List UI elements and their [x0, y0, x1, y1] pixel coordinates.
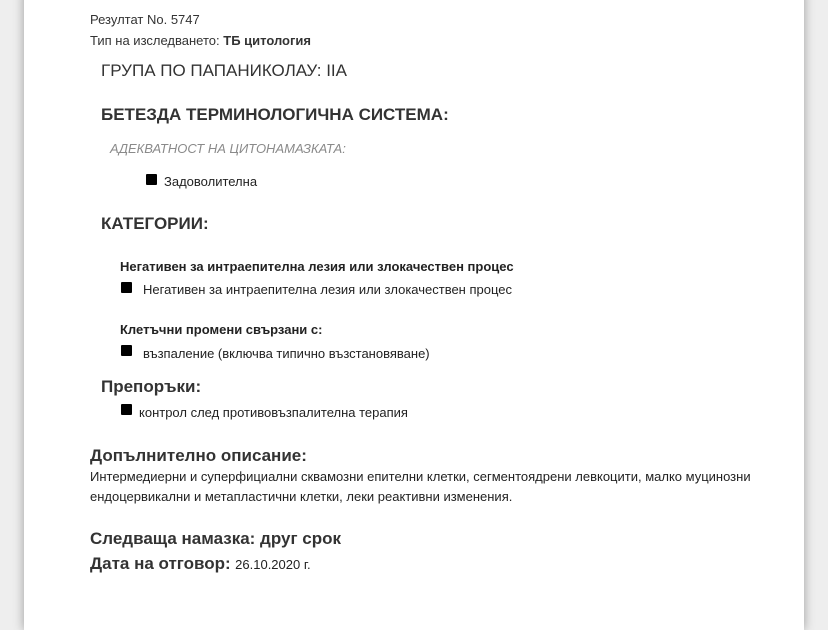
response-date-line	[90, 554, 311, 574]
additional-description-title: Допълнително описание:	[90, 446, 307, 465]
papanicolaou-group: ГРУПА ПО ПАПАНИКОЛАУ: IIA	[101, 61, 347, 80]
result-number: Резултат No. 5747	[90, 12, 200, 27]
negative-item: Негативен за интраепителна лезия или злокачествен процес	[143, 282, 513, 297]
exam-type-value: ТБ цитология	[223, 33, 311, 48]
exam-type-line	[90, 33, 311, 48]
response-date-label: Дата на отговор:	[90, 554, 231, 573]
checkbox-marker	[121, 345, 132, 356]
cell-changes-item: възпаление (включва типично възстановяване)	[143, 346, 430, 361]
additional-description-text: Интермедиерни и суперфициални сквамозни епителни клетки, сегментоядрени левкоцити, малко муцинозни ендоцервикални и метапластични клетки, леки реактивни изменения.	[90, 469, 751, 504]
checkbox-marker	[121, 404, 132, 415]
adequacy-label: АДЕКВАТНОСТ НА ЦИТОНАМАЗКАТА:	[110, 141, 346, 156]
checkbox-marker	[121, 282, 132, 293]
recommendation-item: контрол след противовъзпалителна терапия	[139, 405, 408, 420]
negative-heading: Негативен за интраепителна лезия или злокачествен процес	[120, 259, 514, 274]
adequacy-value: Задоволителна	[164, 174, 258, 189]
response-date-value: 26.10.2020 г.	[235, 557, 311, 572]
checkbox-marker	[146, 174, 157, 185]
cell-changes-heading: Клетъчни промени свързани с:	[120, 322, 323, 337]
categories-title: КАТЕГОРИИ:	[101, 214, 209, 233]
bethesda-title: БЕТЕЗДА ТЕРМИНОЛОГИЧНА СИСТЕМА:	[101, 105, 449, 124]
exam-type-label: Тип на изследването:	[90, 33, 220, 48]
recommendations-title: Препоръки:	[101, 377, 202, 396]
next-smear: Следваща намазка: друг срок	[90, 529, 341, 548]
